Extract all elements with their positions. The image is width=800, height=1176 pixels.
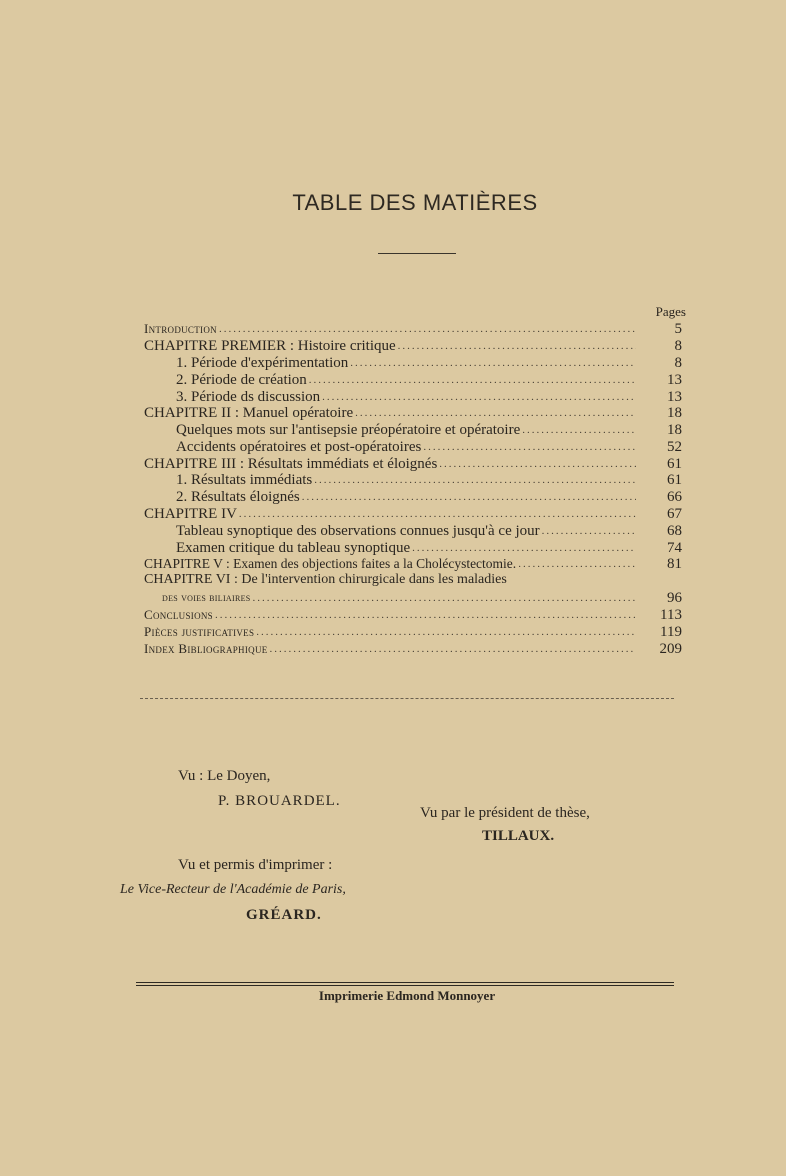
- toc-entry-4-1: [176, 523, 638, 539]
- toc-entry-3-1: [176, 472, 638, 488]
- toc-entry-1-3: [176, 389, 638, 405]
- toc-page-number: 113: [660, 607, 682, 623]
- toc-label: Introduction: [144, 321, 217, 336]
- toc-label: CHAPITRE II : Manuel opératoire: [144, 405, 354, 421]
- toc-page-number: 209: [659, 641, 682, 657]
- toc-label: 1. Résultats immédiats: [176, 472, 313, 488]
- toc-page-number: 8: [674, 355, 682, 371]
- vu-president: Vu par le président de thèse,: [420, 805, 590, 821]
- vu-doyen: [178, 768, 270, 785]
- dot-leader: [239, 506, 636, 522]
- toc-label: Pièces justificatives: [144, 624, 255, 639]
- toc-page-number: 119: [660, 624, 682, 640]
- pages-column-heading: Pages: [655, 304, 686, 319]
- dot-leader: [423, 439, 636, 455]
- dot-leader: [355, 405, 636, 421]
- toc-label: Examen critique du tableau synoptique: [176, 540, 411, 556]
- toc-label: CHAPITRE V : Examen des objections faites a la Cholécystectomie.: [144, 556, 517, 571]
- toc-entry-chapitre-3: [144, 456, 638, 472]
- toc-page-number: 61: [667, 456, 682, 472]
- toc-label: 2. Période de création: [176, 372, 307, 388]
- dot-leader: [215, 607, 636, 623]
- toc-label: 2. Résultats éloignés: [176, 489, 300, 505]
- page-title: TABLE DES MATIÈRES: [292, 190, 538, 215]
- toc-entry-1-2: [176, 372, 638, 388]
- toc-entry-chapitre-6: CHAPITRE VI : De l'intervention chirurgicale dans les maladies: [144, 572, 507, 587]
- dot-leader: [302, 489, 636, 505]
- toc-page-number: 68: [667, 523, 682, 539]
- dot-leader: [270, 641, 636, 657]
- dot-leader: [522, 422, 636, 438]
- dot-leader: [322, 389, 636, 405]
- toc-label: Accidents opératoires et post-opératoires: [176, 439, 422, 455]
- toc-page-number: 18: [667, 405, 682, 421]
- footer-rule-bottom: [136, 985, 674, 986]
- toc-entry-introduction: [144, 321, 638, 337]
- toc-entry-2-1: [176, 422, 638, 438]
- dot-leader: [309, 372, 636, 388]
- toc-page-number: 52: [667, 439, 682, 455]
- toc-entry-3-2: [176, 489, 638, 505]
- dot-leader: [398, 338, 636, 354]
- section-divider: [140, 698, 674, 699]
- vu-permis: Vu et permis d'imprimer :: [178, 857, 333, 873]
- toc-page-number: 13: [667, 389, 682, 405]
- toc-entry-chapitre-1: [144, 338, 638, 354]
- page-edge: [786, 0, 800, 1176]
- dot-leader: [253, 590, 636, 606]
- toc-page-number: 13: [667, 372, 682, 388]
- toc-page-number: 5: [674, 321, 682, 337]
- toc-label: 1. Période d'expérimentation: [176, 355, 349, 371]
- toc-page-number: 67: [667, 506, 682, 522]
- toc-entry-4-2: [176, 540, 638, 556]
- doyen-name: P. BROUARDEL.: [218, 793, 341, 809]
- dot-leader: [542, 523, 636, 539]
- toc-page-number: 18: [667, 422, 682, 438]
- toc-page-number: 61: [667, 472, 682, 488]
- toc-label: 3. Période ds discussion: [176, 389, 321, 405]
- toc-label: CHAPITRE PREMIER : Histoire critique: [144, 338, 396, 354]
- toc-page-number: 81: [667, 556, 682, 572]
- vice-recteur: [120, 882, 346, 898]
- dot-leader: [518, 556, 636, 572]
- dot-leader: [439, 456, 636, 472]
- toc-label: Tableau synoptique des observations connues jusqu'à ce jour: [176, 523, 540, 539]
- dot-leader: [256, 624, 636, 640]
- toc-label: Conclusions: [144, 607, 213, 622]
- toc-entry-1-1: [176, 355, 638, 371]
- toc-label: Index Bibliographique: [144, 641, 268, 656]
- toc-label: CHAPITRE IV: [144, 506, 237, 522]
- toc-entry-chapitre-4: [144, 506, 638, 522]
- toc-page-number: 66: [667, 489, 682, 505]
- dot-leader: [314, 472, 636, 488]
- footer-rule-top: [136, 982, 674, 983]
- president-name: TILLAUX.: [482, 828, 555, 844]
- vu-doyen-text: Vu : Le Doyen,: [178, 768, 271, 784]
- toc-entry-pieces: [144, 624, 638, 640]
- toc-page-number: 8: [674, 338, 682, 354]
- toc-page-number: 74: [667, 540, 682, 556]
- vice-recteur-name: GRÉARD.: [246, 907, 322, 923]
- toc-entry-2-2: [176, 439, 638, 455]
- toc-entry-index: [144, 641, 638, 657]
- toc-entry-chapitre-2: [144, 405, 638, 421]
- vice-recteur-text: Le Vice-Recteur de l'Académie de Paris,: [120, 882, 346, 897]
- toc-label: CHAPITRE III : Résultats immédiats et éloignés: [144, 456, 438, 472]
- dot-leader: [219, 321, 636, 337]
- toc-entry-chapitre-6-cont: [162, 590, 638, 606]
- toc-entry-conclusions: [144, 607, 638, 623]
- dot-leader: [350, 355, 636, 371]
- toc-page-number: 96: [667, 590, 682, 606]
- toc-entry-chapitre-5: [144, 556, 638, 572]
- title-divider: [378, 253, 456, 254]
- printer-imprint: Imprimerie Edmond Monnoyer: [318, 988, 496, 1003]
- toc-label: Quelques mots sur l'antisepsie préopératoire et opératoire: [176, 422, 521, 438]
- dot-leader: [412, 540, 636, 556]
- toc-label: des voies biliaires: [162, 592, 251, 604]
